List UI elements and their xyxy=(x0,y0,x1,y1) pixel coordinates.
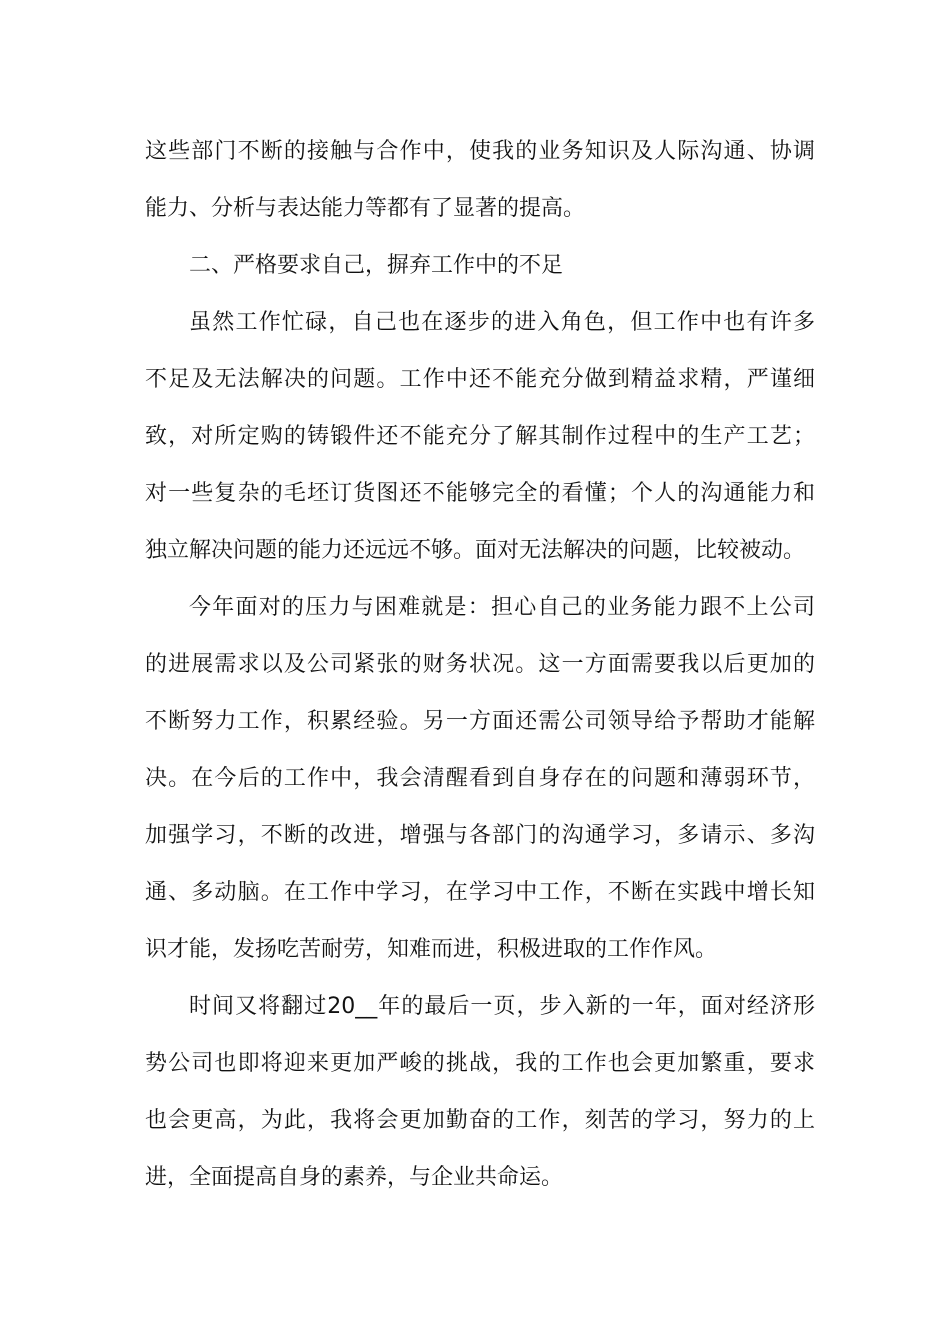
paragraph-line: 独立解决问题的能力还远远不够。面对无法解决的问题，比较被动。 xyxy=(145,538,806,563)
paragraph-line: 能力、分析与表达能力等都有了显著的提高。 xyxy=(145,196,586,221)
paragraph-line: 决。在今后的工作中，我会清醒看到自身存在的问题和薄弱环节， xyxy=(145,766,815,791)
paragraph-line: 今年面对的压力与困难就是：担心自己的业务能力跟不上公司 xyxy=(189,595,815,620)
paragraph-line: 也会更高，为此，我将会更加勤奋的工作，刻苦的学习，努力的上 xyxy=(145,1108,815,1133)
paragraph-line: 识才能，发扬吃苦耐劳，知难而进，积极进取的工作作风。 xyxy=(145,937,718,962)
paragraph-line: 势公司也即将迎来更加严峻的挑战，我的工作也会更加繁重，要求 xyxy=(145,1051,815,1076)
paragraph-line: 虽然工作忙碌，自己也在逐步的进入角色，但工作中也有许多 xyxy=(189,310,815,335)
paragraph-line: 的进展需求以及公司紧张的财务状况。这一方面需要我以后更加的 xyxy=(145,652,815,677)
paragraph-line: 这些部门不断的接触与合作中，使我的业务知识及人际沟通、协调 xyxy=(145,139,815,164)
section-heading: 二、严格要求自己，摒弃工作中的不足 xyxy=(189,253,564,278)
paragraph-line: 致，对所定购的铸锻件还不能充分了解其制作过程中的生产工艺； xyxy=(145,424,815,449)
paragraph-line: 加强学习，不断的改进，增强与各部门的沟通学习，多请示、多沟 xyxy=(145,823,815,848)
paragraph-line: 对一些复杂的毛坯订货图还不能够完全的看懂；个人的沟通能力和 xyxy=(145,481,815,506)
paragraph-line: 不足及无法解决的问题。工作中还不能充分做到精益求精，严谨细 xyxy=(145,367,815,392)
paragraph-line: 时间又将翻过20__年的最后一页，步入新的一年，面对经济形 xyxy=(189,994,815,1019)
paragraph-line: 不断努力工作，积累经验。另一方面还需公司领导给予帮助才能解 xyxy=(145,709,815,734)
paragraph-line: 进，全面提高自身的素养，与企业共命运。 xyxy=(145,1165,564,1190)
paragraph-line: 通、多动脑。在工作中学习，在学习中工作，不断在实践中增长知 xyxy=(145,880,815,905)
